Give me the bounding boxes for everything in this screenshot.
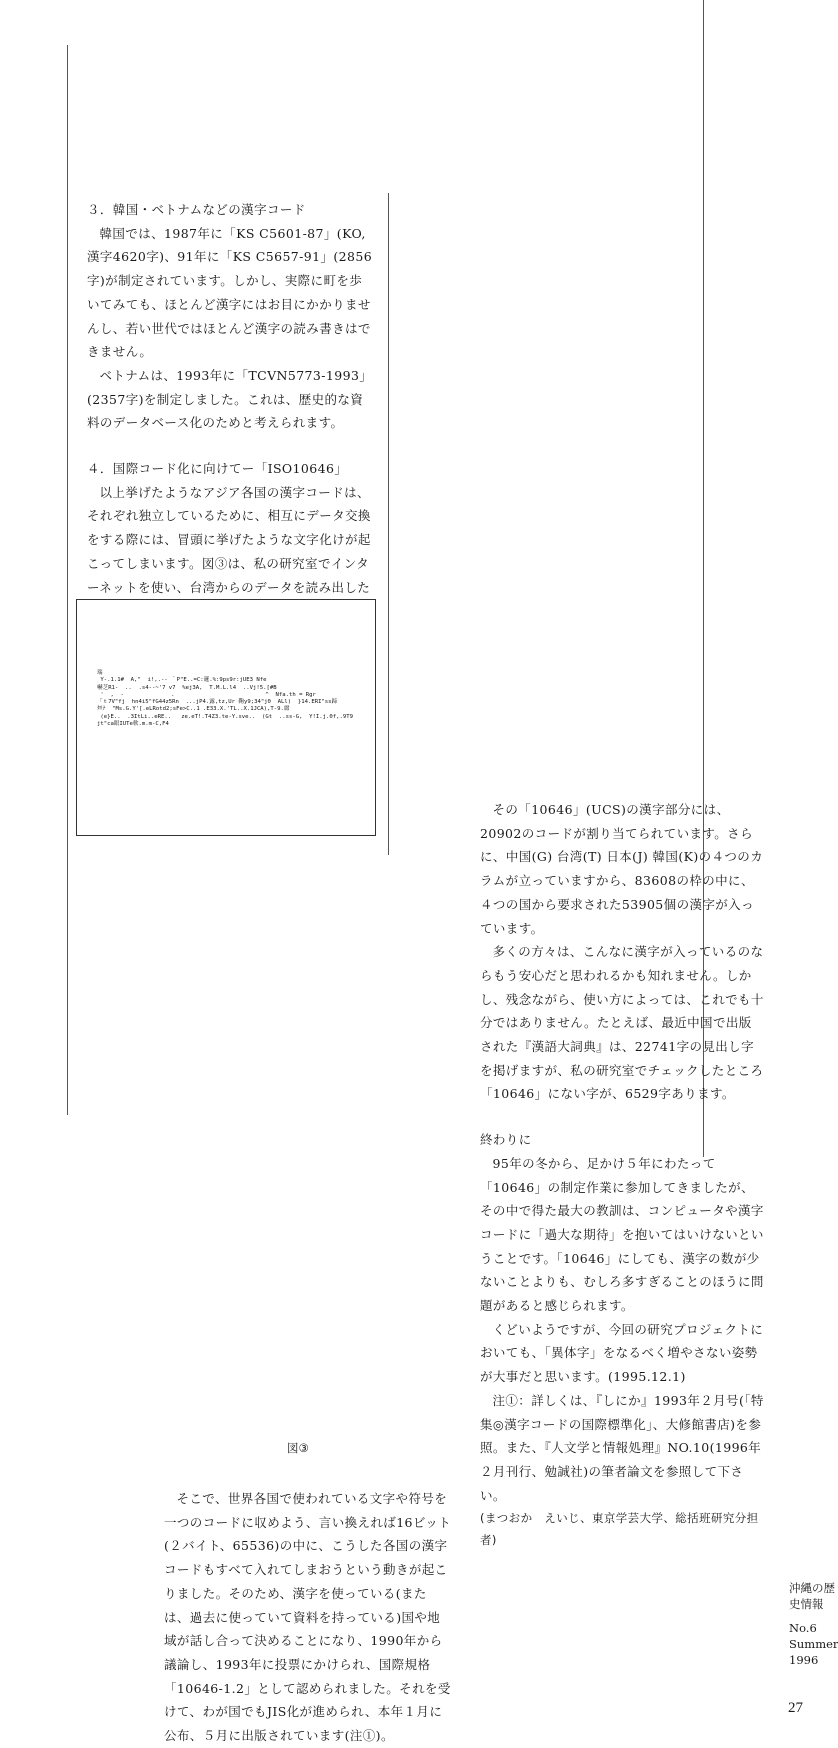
section4-paragraph-2: そこで、世界各国で使われている文字や符号を一つのコードに収めよう、言い換えれば16ビット(２バイト、65536)の中に、こうした各国の漢字コードもすべて入れてしまおうという動きが起こりました。そのため、漢字を使っている(または、過去に使っていて資料を持っている)国や地域が話し合って決めることになり、1990年から議論し、1993年に投票にかけられ、国際規格「10646-1.2」として認められました。それを受けて、わが国でもJIS化が進められ、本年１月に公布、５月に出版されています(注①)。 [164, 1491, 452, 1744]
right-column [480, 798, 764, 1551]
left-column-top [87, 198, 375, 623]
left-column-bottom [164, 1487, 452, 1748]
section3-paragraph-2: ベトナムは、1993年に「TCVN5773-1993」(2357字)を制定しました。これは、歴史的な資料のデータベース化のためと考えられます。 [87, 367, 373, 431]
section3-paragraph-1: 韓国では、1987年に「KS C5601-87」(KO,漢字4620字)、91年に「KS C5657-91」(2856字)が制定されています。しかし、実際に町を歩いてみても、ほとんど漢字にはお目にかかりませんし、若い世代ではほとんど漢字の読み書きはできません。 [87, 225, 373, 360]
column-divider-rule [388, 193, 389, 855]
journal-title: 沖縄の歴史情報 [789, 1581, 835, 1611]
issue-season: Summer [789, 1637, 838, 1651]
section3-heading: ３．韓国・ベトナムなどの漢字コード [87, 202, 306, 217]
right-paragraph-1: その「10646」(UCS)の漢字部分には、20902のコードが割り当てられています。さらに、中国(G) 台湾(T) 日本(J) 韓国(K)の４つのカラムが立っていますから、83608の枠の中に、４つの国から要求された53905個の漢字が入っています。 [480, 802, 764, 936]
left-margin-rule [67, 45, 68, 1115]
garbled-text-image: 瑞 Y-.1.1# A," i!,.-- ｀P"E..=C:邏.%:9ps9r:jUE3 Nfe 嚇芝R1- .. .s4--~'7 v7 %ej3A, T.M.L.l4 ..Vj!5.[#B ' , - . ^ Nfa.th = Rgr 「ｔ7V"fj hn4i5"fG44z5Rn ...jP4.露,tz,Ur 鞠y9;34"j0 ALl) }14.ERI"ss蹄 ﾀﾘﾅ "Ms.G.Y'[.eLRotd2;sFe>C..1 .E33.X.'TL..X.1JCA),T-9.綴 (e}E.. .3ItLi..eRE.. ze.eT!.T4Z3.te-Y.sve.. (Gt ..ss-G, Y!I.j.0f,.9T9 jt"ca眼IUTe軟.m.m-C,F4 [97, 670, 353, 728]
section4-paragraph-1: 以上挙げたようなアジア各国の漢字コードは、それぞれ独立しているために、相互にデータ交換をする際には、冒頭に挙げたような文字化けが起こってしまいます。図③は、私の研究室でインターネットを使い、台湾からのデータを読み出した [87, 484, 371, 595]
right-paragraph-4: くどいようですが、今回の研究プロジェクトにおいても、「異体字」をなるべく増やさない姿勢が大事だと思います。(1995.12.1) [480, 1321, 764, 1385]
issue-year: 1996 [789, 1653, 819, 1667]
figure-caption: 図③ [287, 1441, 309, 1455]
author-credit: (まつおか えいじ、東京学芸大学、総括班研究分担者) [480, 1511, 759, 1548]
figure-garbled-data-screenshot [76, 599, 838, 1744]
right-paragraph-2: 多くの方々は、こんなに漢字が入っているのならもう安心だと思われるかも知れません。しかし、残念ながら、使い方によっては、これでも十分ではありません。たとえば、最近中国で出版された『漢語大詞典』は、22741字の見出し字を掲げますが、私の研究室でチェックしたところ「10646」にない字が、6529字あります。 [480, 944, 764, 1102]
journal-info [789, 1580, 838, 1668]
section4-heading: ４．国際コード化に向けてー「ISO10646」 [87, 461, 348, 477]
closing-heading: 終わりに [480, 1132, 532, 1148]
page-number: 27 [788, 1700, 803, 1716]
footnote-1: 注①：詳しくは、『しにか』1993年２月号(「特集◎漢字コードの国際標準化」、大修館書店)を参照。また、『人文学と情報処理』NO.10(1996年２月刊行、勉誠社)の筆者論文を参照して下さい。 [480, 1392, 764, 1503]
right-paragraph-3: 95年の冬から、足かけ５年にわたって「10646」の制定作業に参加してきましたが、その中で得た最大の教訓は、コンピュータや漢字コードに「過大な期待」を抱いてはいけないということです。「10646」にしても、漢字の数が少ないことよりも、むしろ多すぎることのほうに問題があると感じられます。 [480, 1155, 764, 1314]
issue-number: No.6 [789, 1621, 817, 1635]
